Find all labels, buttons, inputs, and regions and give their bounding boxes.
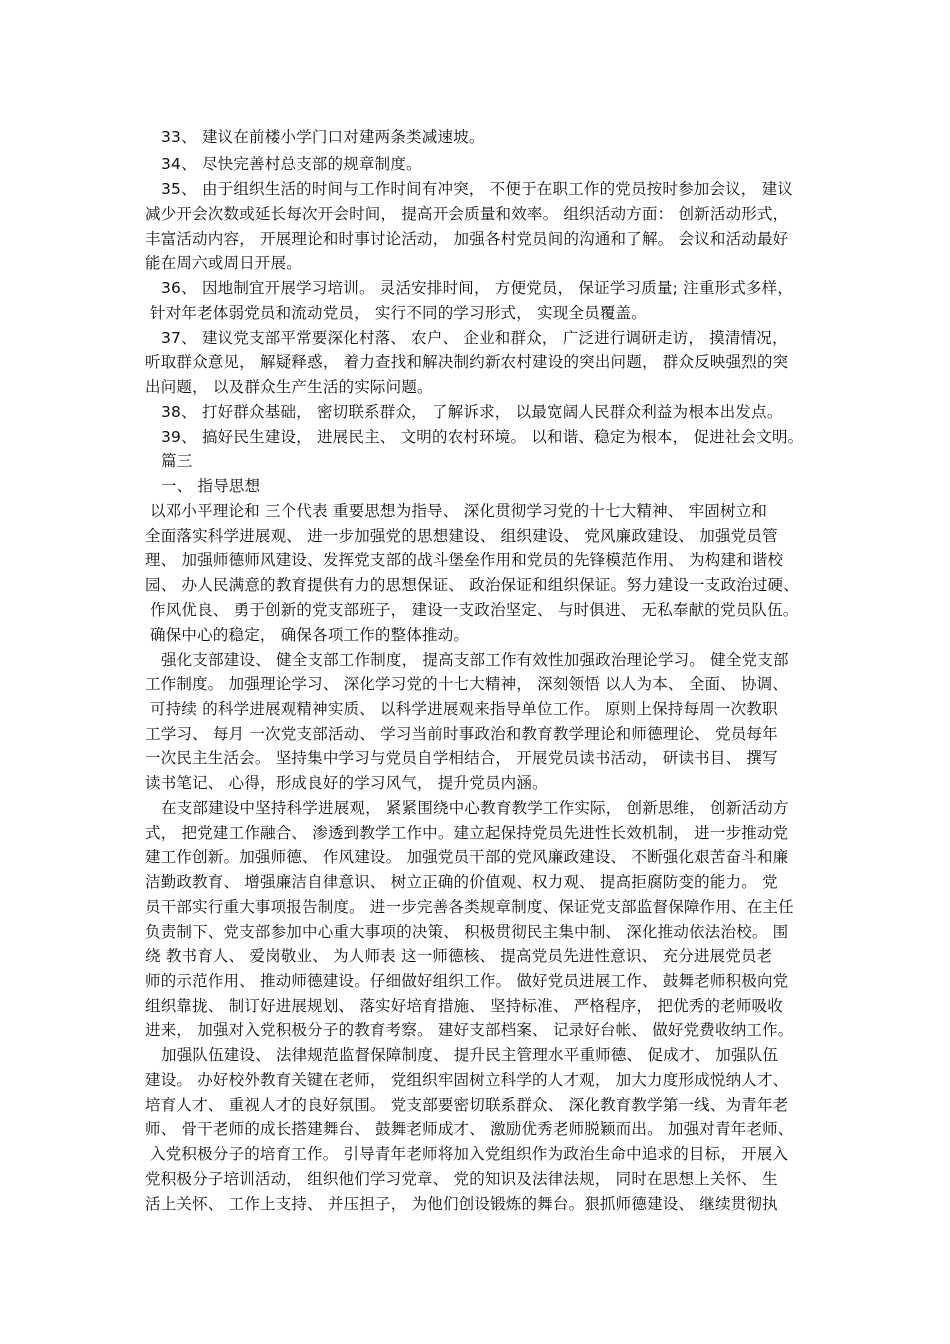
text-line: 建设。 办好校外教育关键在老师， 党组织牢固树立科学的人才观， 加大力度形成悦纳人才、 [145,1071,789,1089]
text-line: 活上关怀、 工作上支持、 并压担子， 为他们创设锻炼的舞台。狠抓师德建设、 继续贯彻执 [145,1195,778,1213]
text-line: 读书笔记、 心得，形成良好的学习风气， 提升党员内涵。 [145,774,548,792]
text-line: 加强队伍建设、 法律规范监督保障制度、 提升民主管理水平重师德、 促成才、 加强队伍 [161,1046,779,1064]
text-line: 针对年老体弱党员和流动党员， 实行不同的学习形式， 实现全员覆盖。 [150,304,647,322]
text-line: 培育人才、 重视人才的良好氛围。 党支部要密切联系群众、 深化教育教学第一线、为青年老 [145,1096,789,1114]
text-line: 建工作创新。加强师德、 作风建设。 加强党员干部的党风廉政建设、 不断强化艰苦奋斗和廉 [145,848,789,866]
text-line: 负责制下、党支部参加中心重大事项的决策、 积极贯彻民主集中制、 深化推动依法治校。 围 [145,923,789,941]
text-line: 出问题， 以及群众生产生活的实际问题。 [145,378,433,396]
text-line: 式， 把党建工作融合、 渗透到教学工作中。建立起保持党员先进性长效机制， 进一步推动党 [145,824,789,842]
section-heading: 篇三 [161,452,193,470]
text-line: 39、 搞好民生建设， 进展民主、 文明的农村环境。 以和谐、稳定为根本， 促进社会文明。 [161,428,804,446]
text-line: 34、 尽快完善村总支部的规章制度。 [161,155,422,173]
text-line: 33、 建议在前楼小学门口对建两条类减速坡。 [161,128,485,146]
text-line: 一次民主生活会。 坚持集中学习与党员自学相结合， 开展党员读书活动， 研读书目、 撰写 [145,749,778,767]
text-line: 全面落实科学进展观、 进一步加强党的思想建设、 组织建设、 党风廉政建设、 加强党员管 [145,527,778,545]
text-line: 减少开会次数或延长每次开会时间， 提高开会质量和效率。 组织活动方面： 创新活动形式， [145,205,789,223]
text-line: 35、 由于组织生活的时间与工作时间有冲突， 不便于在职工作的党员按时参加会议， 建议 [161,180,794,198]
text-line: 绕 教书育人、 爱岗敬业、 为人师表 这一师德核、 提高党员先进性意识、 充分进展党员老 [145,947,773,965]
text-line: 理、 加强师德师风建设、发挥党支部的战斗堡垒作用和党员的先锋模范作用、 为构建和谐校 [145,551,784,569]
text-line: 园、 办人民满意的教育提供有力的思想保证、 政治保证和组织保证。努力建设一支政治过硬、 [145,576,799,594]
text-line: 员干部实行重大事项报告制度。 进一步完善各类规章制度、保证党支部监督保障作用、在主任 [145,898,794,916]
text-line: 确保中心的稳定， 确保各项工作的整体推动。 [150,626,470,644]
text-line: 听取群众意见， 解疑释惑， 着力查找和解决制约新农村建设的突出问题， 群众反映强烈的突 [145,353,789,371]
text-line: 工作制度。 加强理论学习、 深化学习党的十七大精神， 深刻领悟 以人为本、 全面、 协调、 [145,675,789,693]
text-line: 以邓小平理论和 三个代表 重要思想为指导、 深化贯彻学习党的十七大精神、 牢固树立和 [150,502,768,520]
text-line: 强化支部建设、 健全支部工作制度， 提高支部工作有效性加强政治理论学习。 健全党支部 [161,651,789,669]
text-line: 36、 因地制宜开展学习培训。 灵活安排时间， 方便党员， 保证学习质量; 注重形式多样， [161,279,794,297]
text-line: 能在周六或周日开展。 [145,254,303,272]
text-line: 进来， 加强对入党积极分子的教育考察。 建好支部档案、 记录好台帐、 做好党费收纳工作。 [145,1021,794,1039]
section-subheading: 一、 指导思想 [161,477,261,495]
text-line: 入党积极分子的培育工作。 引导青年老师将加入党组织作为政治生命中追求的目标， 开展入 [150,1145,789,1163]
text-line: 作风优良、 勇于创新的党支部班子， 建设一支政治坚定、 与时俱进、 无私奉献的党员队伍。 [150,601,799,619]
text-line: 工学习、 每月 一次党支部活动、 学习当前时事政治和教育教学理论和师德理论、 党员每年 [145,725,778,743]
text-line: 38、 打好群众基础， 密切联系群众， 了解诉求， 以最宽阔人民群众利益为根本出发点。 [161,403,783,421]
text-line: 党积极分子培训活动， 组织他们学习党章、 党的知识及法律法规， 同时在思想上关怀、 生 [145,1170,778,1188]
text-line: 组织靠拢、 制订好进展规划、 落实好培育措施、 坚持标准、 严格程序， 把优秀的老师吸收 [145,997,783,1015]
text-line: 可持续 的科学进展观精神实质、 以科学进展观来指导单位工作。 原则上保持每周一次教职 [150,700,778,718]
text-line: 丰富活动内容， 开展理论和时事讨论活动， 加强各村党员间的沟通和了解。 会议和活动最好 [145,230,789,248]
text-line: 师的示范作用、 推动师德建设。仔细做好组织工作。 做好党员进展工作、 鼓舞老师积极向党 [145,972,789,990]
text-line: 37、 建议党支部平常要深化村落、 农户、 企业和群众， 广泛进行调研走访， 摸清情况， [161,329,788,347]
text-line: 在支部建设中坚持科学进展观， 紧紧围绕中心教育教学工作实际， 创新思维， 创新活动方 [161,799,789,817]
text-line: 师、 骨干老师的成长搭建舞台、 鼓舞老师成才、 激励优秀老师脱颖而出。 加强对青年老师、 [145,1120,794,1138]
text-line: 洁勤政教育、 增强廉洁自律意识、 树立正确的价值观、权力观、 提高拒腐防变的能力。 党 [145,873,778,891]
